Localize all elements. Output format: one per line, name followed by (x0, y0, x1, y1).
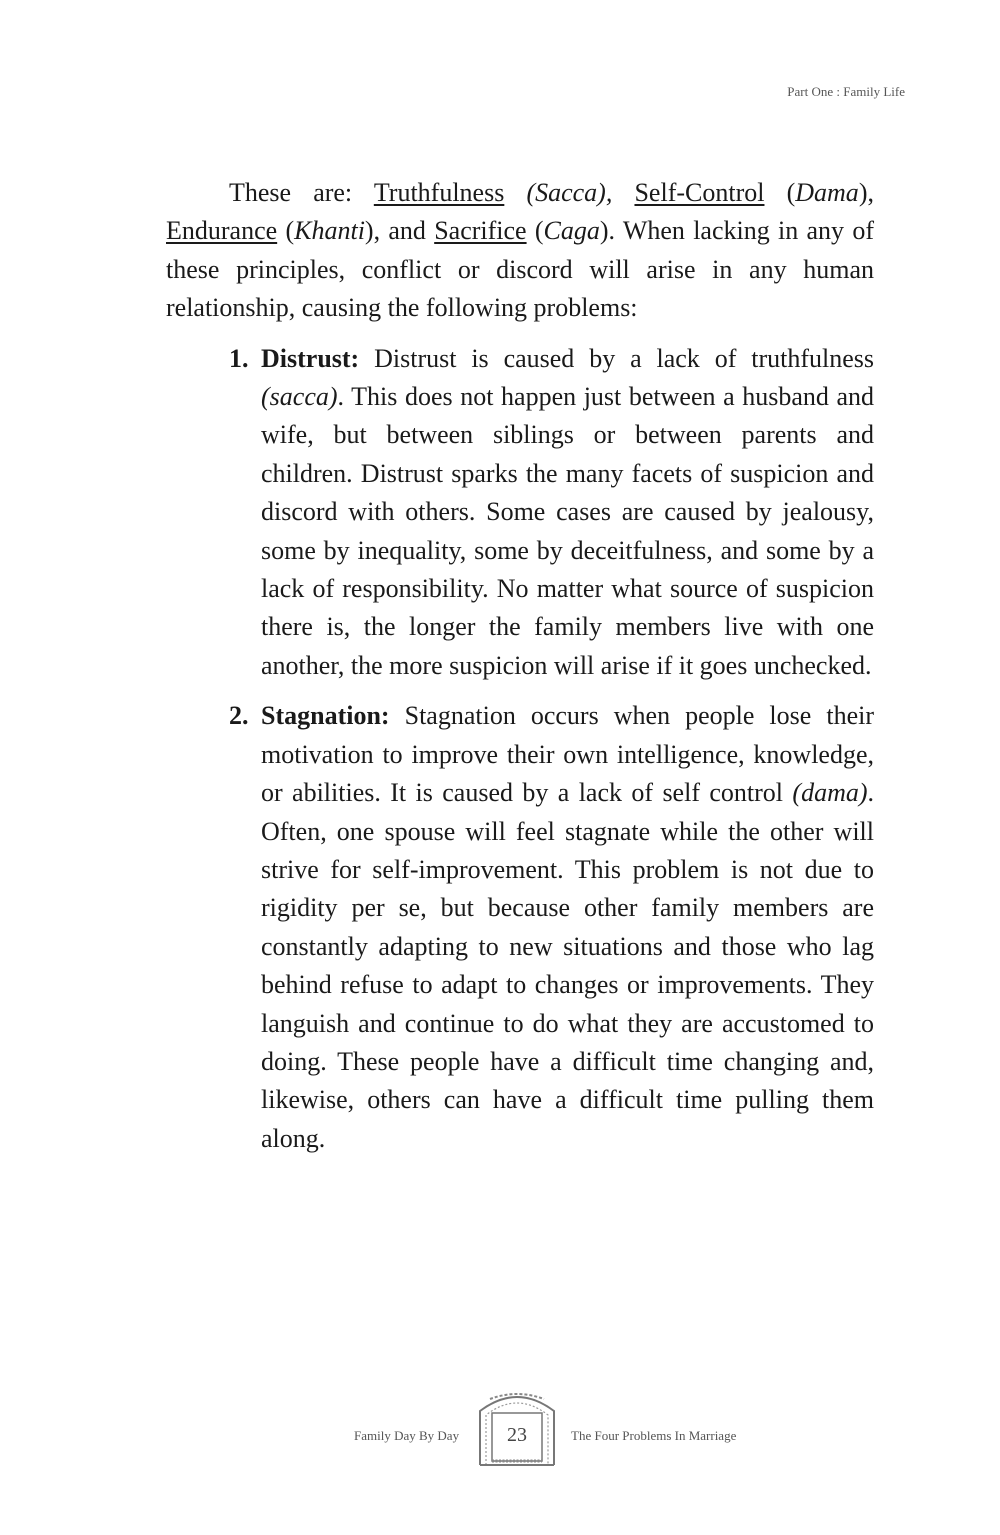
virtue-sacrifice: Sacrifice (434, 216, 527, 246)
virtue-truthfulness: Truthfulness (373, 178, 505, 207)
problem-item-stagnation: 2. Stagnation: Stagnation occurs when people lose their motivation to improve their own intelligence, knowledge, or abilities. It is caused by a lack of self control (dama). Often, one spouse will feel stagnate while the other will strive for self-improvement. This problem is not due to rigidity per se, but because other family members are constantly adapting to new situations and those who lag behind refuse to adapt to changes or improvements. They languish and continue to do what they are accustomed to doing. These people have a difficult time changing and, likewise, others can have a difficult time pulling them along. (166, 697, 874, 1158)
virtue-self-control: Self-Control (634, 178, 765, 207)
problems-list (166, 340, 874, 1159)
footer-book-title: Family Day By Day (354, 1428, 460, 1443)
body-text (166, 174, 874, 1170)
footer-chapter-title: The Four Problems In Marriage (571, 1428, 737, 1443)
problem-number: 2. (229, 701, 249, 731)
running-head: Part One : Family Life (787, 84, 905, 99)
problem-number: 1. (229, 343, 249, 373)
virtue-endurance: Endurance (166, 216, 278, 246)
problem-term: Distrust: (261, 343, 360, 373)
page-number: 23 (507, 1424, 527, 1446)
problem-item-distrust: 1. Distrust: Distrust is caused by a lack of truthfulness (sacca). This does not happen just between a husband and wife, but between siblings or between parents and children. Distrust sparks the many facets of suspicion and discord with others. Some cases are caused by jealousy, some by inequality, some by deceitfulness, and some by a lack of responsibility. No matter what source of suspicion there is, the longer the family members live with one another, the more suspicion will arise if it goes unchecked. (166, 340, 874, 686)
intro-paragraph: These are: Truthfulness (Sacca), Self-Control (Dama), Endurance (Khanti), and Sacrifice (Caga). When lacking in any of these principles, conflict or discord will arise in any human relationship, causing the following problems: (166, 178, 874, 323)
problem-term: Stagnation: (261, 701, 390, 731)
